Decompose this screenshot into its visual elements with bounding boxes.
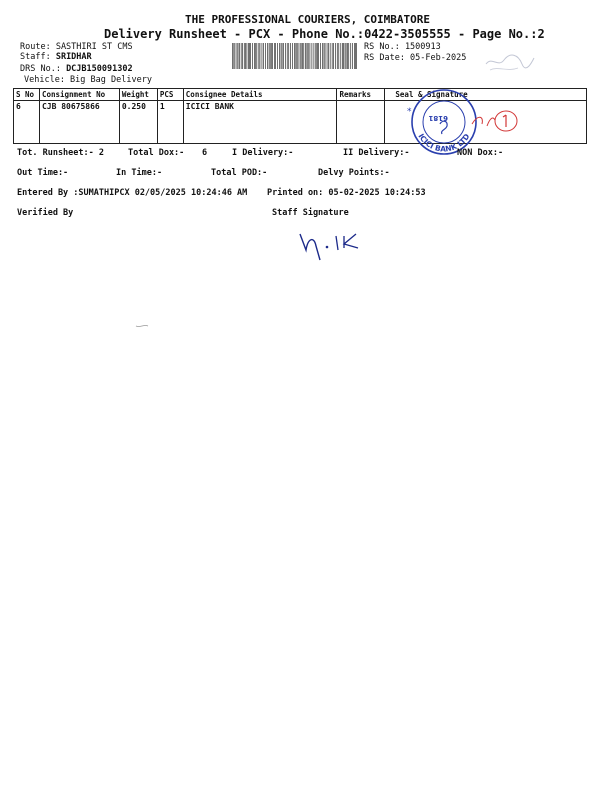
rs-date: RS Date: 05-Feb-2025: [364, 53, 467, 63]
barcode-bar: [274, 43, 275, 69]
barcode-bar: [356, 43, 357, 69]
cell-consignee: ICICI BANK: [183, 101, 337, 144]
barcode-bar: [337, 43, 338, 69]
barcode-bar: [272, 43, 273, 69]
total-pod: Total POD:-: [211, 168, 268, 178]
barcode-bar: [304, 43, 305, 69]
barcode-bar: [346, 43, 347, 69]
col-header-consignment: Consignment No: [39, 89, 119, 101]
barcode-bar: [248, 43, 249, 69]
barcode-bar: [260, 43, 261, 69]
staff-label: Staff:: [20, 52, 56, 62]
barcode-bar: [327, 43, 328, 69]
barcode-bar: [275, 43, 276, 69]
cell-consignment: CJB 80675866: [39, 101, 119, 144]
barcode-bar: [341, 43, 342, 69]
barcode-bar: [245, 43, 246, 69]
barcode-bar: [254, 43, 255, 69]
drs-value: DCJB150091302: [66, 64, 133, 74]
barcode-bar: [285, 43, 286, 69]
barcode-bar: [239, 43, 240, 69]
barcode-bar: [333, 43, 334, 69]
in-time: In Time:-: [116, 168, 163, 178]
col-header-consignee: Consignee Details: [183, 89, 337, 101]
barcode-bar: [235, 43, 236, 69]
barcode-bar: [320, 43, 321, 69]
barcode-bar: [324, 43, 325, 69]
barcode-bar: [343, 43, 344, 69]
barcode-bar: [241, 43, 242, 69]
out-time: Out Time:-: [17, 168, 69, 178]
staff-signature: [296, 228, 366, 264]
cell-pcs: 1: [157, 101, 183, 144]
route-line: Route: SASTHIRI ST CMS: [20, 42, 133, 52]
barcode-bar: [325, 43, 326, 69]
ii-delivery: II Delivery:-: [343, 148, 410, 158]
rs-number: RS No.: 1500913: [364, 42, 441, 52]
barcode-bar: [348, 43, 349, 69]
barcode-bar: [316, 43, 317, 69]
drs-label: DRS No.:: [20, 64, 67, 74]
cell-weight: 0.250: [119, 101, 157, 144]
barcode-bar: [238, 43, 239, 69]
barcode-bar: [250, 43, 251, 69]
barcode-bar: [290, 43, 291, 69]
barcode-bar: [269, 43, 270, 69]
col-header-remarks: Remarks: [337, 89, 385, 101]
barcode-bar: [342, 43, 343, 69]
barcode-bar: [313, 43, 314, 69]
barcode-bar: [354, 43, 355, 69]
barcode-bar: [262, 43, 263, 69]
barcode-bar: [277, 43, 278, 69]
printed-on: Printed on: 05-02-2025 10:24:53: [267, 188, 426, 198]
barcode: [230, 43, 360, 69]
barcode-bar: [252, 43, 253, 69]
barcode-bar: [300, 43, 301, 69]
barcode-bar: [308, 43, 309, 69]
barcode-bar: [263, 43, 264, 69]
delivery-points: Delvy Points:-: [318, 168, 390, 178]
barcode-bar: [318, 43, 319, 69]
barcode-bar: [259, 43, 260, 69]
col-header-pcs: PCS: [157, 89, 183, 101]
barcode-bar: [287, 43, 288, 69]
col-header-weight: Weight: [119, 89, 157, 101]
barcode-bar: [282, 43, 283, 69]
barcode-bar: [242, 43, 243, 69]
non-dox: NON Dox:-: [457, 148, 504, 158]
barcode-bar: [255, 43, 256, 69]
barcode-bar: [332, 43, 333, 69]
barcode-bar: [271, 43, 272, 69]
stamp-text: ICICI BANK LTD: [416, 132, 472, 154]
barcode-bar: [345, 43, 346, 69]
vehicle-line: Vehicle: Big Bag Delivery: [24, 75, 152, 85]
barcode-bar: [247, 43, 248, 69]
company-title: THE PROFESSIONAL COURIERS, COIMBATORE: [185, 13, 431, 26]
barcode-bar: [302, 43, 303, 69]
barcode-bar: [244, 43, 245, 69]
barcode-bar: [311, 43, 312, 69]
barcode-bar: [315, 43, 316, 69]
barcode-bar: [352, 43, 353, 69]
barcode-bar: [249, 43, 250, 69]
barcode-bar: [297, 43, 298, 69]
staff-signature-label: Staff Signature: [272, 208, 349, 218]
barcode-bar: [234, 43, 235, 69]
barcode-bar: [317, 43, 318, 69]
barcode-bar: [265, 43, 266, 69]
barcode-bar: [237, 43, 238, 69]
drs-line: [20, 64, 133, 74]
barcode-bar: [296, 43, 297, 69]
barcode-bar: [281, 43, 282, 69]
total-dox-label: Total Dox:-: [128, 148, 185, 158]
staff-value: SRIDHAR: [55, 52, 92, 62]
barcode-bar: [305, 43, 306, 69]
barcode-bar: [347, 43, 348, 69]
col-header-sno: S No: [14, 89, 40, 101]
barcode-bar: [270, 43, 271, 69]
barcode-bar: [330, 43, 331, 69]
runsheet-subtitle: Delivery Runsheet - PCX - Phone No.:0422-3505555 - Page No.:2: [104, 27, 545, 41]
barcode-bar: [328, 43, 329, 69]
barcode-bar: [322, 43, 323, 69]
barcode-bar: [355, 43, 356, 69]
barcode-bar: [267, 43, 268, 69]
barcode-bar: [288, 43, 289, 69]
barcode-bar: [292, 43, 293, 69]
barcode-bar: [294, 43, 295, 69]
total-dox-value: 6: [202, 148, 208, 158]
stamp-center-text: 6181: [428, 114, 448, 122]
barcode-bar: [309, 43, 310, 69]
barcode-bar: [339, 43, 340, 69]
barcode-bar: [307, 43, 308, 69]
red-circled-mark: [484, 108, 520, 134]
margin-mark: [134, 322, 150, 330]
barcode-bar: [335, 43, 336, 69]
barcode-bar: [298, 43, 299, 69]
i-delivery: I Delivery:-: [232, 148, 294, 158]
entered-by: Entered By :SUMATHIPCX 02/05/2025 10:24:46 AM: [17, 188, 248, 198]
col-header-seal-signature: Seal & Signature: [385, 89, 587, 101]
barcode-bar: [350, 43, 351, 69]
verified-by-label: Verified By: [17, 208, 74, 218]
barcode-bar: [301, 43, 302, 69]
table-header-row: [14, 89, 587, 101]
staff-line: [20, 52, 92, 62]
barcode-bar: [283, 43, 284, 69]
total-runsheet: Tot. Runsheet:- 2: [17, 148, 104, 158]
corner-scribble: [478, 48, 538, 76]
barcode-bar: [232, 43, 233, 69]
svg-text:*: *: [407, 107, 412, 117]
cell-remarks: [337, 101, 385, 144]
barcode-bar: [279, 43, 280, 69]
cell-sno: 6: [14, 101, 40, 144]
barcode-bar: [257, 43, 258, 69]
